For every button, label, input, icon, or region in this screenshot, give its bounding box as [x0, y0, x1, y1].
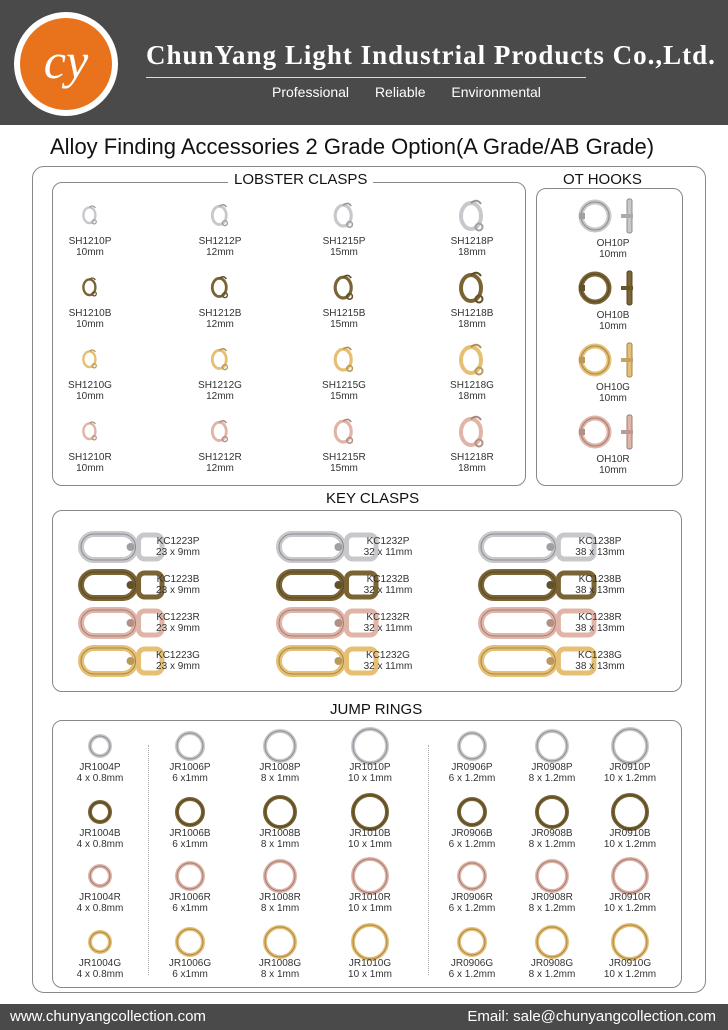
jump-ring-icon [452, 726, 492, 766]
jump-ring-icon [260, 922, 300, 962]
jump-ring-label [590, 892, 670, 914]
jump-ring-label [512, 762, 592, 784]
jump-ring-icon [170, 856, 210, 896]
product-code: JR1006G [168, 958, 212, 969]
product-code: JR1004B [79, 828, 121, 839]
jump-ring-icon [170, 726, 210, 766]
tagline-reliable: Reliable [374, 84, 426, 100]
jump-ring-label [60, 762, 140, 784]
product-size: 10 x 1.2mm [603, 903, 657, 914]
product-size: 32 x 11mm [363, 547, 413, 558]
product-code: SH1210G [68, 380, 112, 391]
page-footer [0, 1004, 728, 1030]
product-size: 32 x 11mm [363, 661, 413, 672]
product-size: 23 x 9mm [156, 661, 200, 672]
jump-ring-icon [532, 726, 572, 766]
jump-ring-label [590, 762, 670, 784]
lobster-clasp-icon [73, 338, 107, 376]
product-code: KC1238R [578, 612, 622, 623]
product-size: 10 x 1.2mm [603, 969, 657, 980]
product-size: 18mm [458, 391, 486, 402]
ot-hook-icon [565, 340, 655, 380]
product-code: JR1010B [349, 828, 391, 839]
product-size: 6 x1mm [172, 839, 208, 850]
lobster-clasp-label [304, 452, 384, 474]
product-size: 10mm [76, 319, 104, 330]
lobster-clasp-label [180, 380, 260, 402]
jump-ring-label [330, 958, 410, 980]
ot-hook-icon [565, 268, 655, 308]
jump-ring-icon [532, 922, 572, 962]
jump-ring-icon [610, 792, 650, 832]
lobster-clasp-icon [327, 266, 361, 304]
tagline [272, 84, 559, 100]
product-code: SH1212R [198, 452, 242, 463]
key-clasp-label [348, 536, 428, 558]
product-size: 10 x 1mm [348, 903, 392, 914]
lobster-clasp-icon [327, 338, 361, 376]
product-size: 10 x 1.2mm [603, 773, 657, 784]
lobster-clasp-label [180, 452, 260, 474]
jump-ring-label [512, 892, 592, 914]
product-code: JR1008G [258, 958, 302, 969]
product-size: 12mm [206, 319, 234, 330]
jump-ring-icon [452, 792, 492, 832]
ot-hook-label [573, 310, 653, 332]
key-clasp-label [560, 650, 640, 672]
lobster-clasp-label [50, 236, 130, 258]
jump-ring-label [60, 958, 140, 980]
lobster-clasp-icon [203, 266, 237, 304]
product-code: JR1004G [78, 958, 122, 969]
jump-ring-label [432, 892, 512, 914]
product-size: 4 x 0.8mm [76, 903, 124, 914]
tagline-environmental: Environmental [451, 84, 541, 100]
key-clasp-label [560, 536, 640, 558]
jump-ring-icon [260, 792, 300, 832]
jump-ring-label [512, 828, 592, 850]
product-size: 4 x 0.8mm [76, 969, 124, 980]
product-size: 10mm [76, 391, 104, 402]
jump-ring-label [330, 892, 410, 914]
product-code: OH10G [596, 382, 630, 393]
lobster-clasp-label [50, 308, 130, 330]
product-code: SH1218P [450, 236, 494, 247]
product-code: JR1004R [79, 892, 121, 903]
ot-hook-label [573, 382, 653, 404]
lobster-clasp-icon [73, 266, 107, 304]
product-size: 38 x 13mm [575, 623, 625, 634]
product-size: 8 x 1mm [260, 903, 300, 914]
product-code: JR0910P [609, 762, 651, 773]
product-code: JR1006R [169, 892, 211, 903]
lobster-clasp-label [432, 452, 512, 474]
product-code: OH10P [596, 238, 630, 249]
jump-ring-label [590, 958, 670, 980]
lobster-clasp-icon [73, 194, 107, 232]
lobster-clasp-label [50, 380, 130, 402]
jump-rings-divider-2 [428, 745, 429, 975]
logo-text: cy [43, 33, 89, 89]
product-code: KC1232P [366, 536, 410, 547]
product-code: JR0910G [608, 958, 652, 969]
product-code: KC1232G [366, 650, 410, 661]
key-clasp-label [138, 650, 218, 672]
ot-hooks-title: OT HOOKS [557, 171, 648, 188]
jump-ring-label [590, 828, 670, 850]
product-code: SH1218R [450, 452, 494, 463]
product-code: OH10B [596, 310, 630, 321]
jump-ring-label [432, 828, 512, 850]
lobster-clasp-icon [455, 410, 489, 448]
product-size: 8 x 1mm [260, 969, 300, 980]
jump-ring-label [240, 762, 320, 784]
jump-ring-icon [80, 726, 120, 766]
product-code: JR0908B [531, 828, 573, 839]
product-size: 6 x1mm [172, 969, 208, 980]
product-size: 12mm [206, 463, 234, 474]
jump-ring-label [150, 762, 230, 784]
product-size: 12mm [206, 391, 234, 402]
product-code: JR1008P [259, 762, 301, 773]
key-clasp-label [560, 612, 640, 634]
product-code: JR0908P [531, 762, 573, 773]
product-size: 4 x 0.8mm [76, 839, 124, 850]
key-clasp-label [138, 574, 218, 596]
company-logo [14, 12, 118, 116]
product-code: JR0910R [609, 892, 651, 903]
product-size: 23 x 9mm [156, 623, 200, 634]
page-header [0, 0, 728, 125]
product-size: 10mm [76, 247, 104, 258]
product-code: JR1008B [259, 828, 301, 839]
product-code: JR1008R [259, 892, 301, 903]
product-size: 10 x 1mm [348, 839, 392, 850]
product-size: 6 x 1.2mm [448, 903, 496, 914]
key-clasp-label [348, 612, 428, 634]
ot-hook-label [573, 454, 653, 476]
product-code: SH1215G [322, 380, 366, 391]
key-clasp-label [348, 574, 428, 596]
product-size: 6 x1mm [172, 773, 208, 784]
product-code: KC1232B [366, 574, 410, 585]
website-link[interactable]: www.chunyangcollection.com [10, 1008, 206, 1025]
product-code: JR0906G [450, 958, 494, 969]
product-code: JR0906P [451, 762, 493, 773]
product-code: JR0910B [609, 828, 651, 839]
product-code: JR0906R [451, 892, 493, 903]
jump-ring-icon [80, 856, 120, 896]
jump-ring-label [512, 958, 592, 980]
product-size: 12mm [206, 247, 234, 258]
product-size: 6 x 1.2mm [448, 839, 496, 850]
product-code: KC1223P [156, 536, 200, 547]
product-size: 23 x 9mm [156, 585, 200, 596]
product-size: 8 x 1.2mm [528, 773, 576, 784]
jump-ring-icon [350, 922, 390, 962]
product-code: KC1238B [578, 574, 622, 585]
jump-ring-label [330, 828, 410, 850]
product-code: SH1218B [450, 308, 494, 319]
lobster-clasp-icon [203, 338, 237, 376]
product-code: JR1006P [169, 762, 211, 773]
product-size: 10mm [599, 393, 627, 404]
lobster-clasp-icon [455, 194, 489, 232]
product-size: 8 x 1.2mm [528, 839, 576, 850]
lobster-clasp-label [432, 236, 512, 258]
product-code: KC1238G [578, 650, 622, 661]
product-code: JR1010G [348, 958, 392, 969]
product-size: 10mm [599, 249, 627, 260]
jump-ring-label [432, 762, 512, 784]
lobster-clasp-label [304, 380, 384, 402]
tagline-professional: Professional [272, 84, 350, 100]
lobster-clasp-icon [203, 410, 237, 448]
header-divider [146, 77, 586, 78]
product-size: 8 x 1mm [260, 839, 300, 850]
jump-ring-icon [452, 922, 492, 962]
lobster-clasp-label [432, 308, 512, 330]
product-code: KC1223G [156, 650, 200, 661]
jump-ring-icon [350, 792, 390, 832]
key-clasp-label [560, 574, 640, 596]
product-code: SH1210P [68, 236, 112, 247]
product-code: SH1215R [322, 452, 366, 463]
jump-ring-icon [532, 792, 572, 832]
product-code: SH1210R [68, 452, 112, 463]
lobster-clasp-icon [455, 266, 489, 304]
jump-ring-icon [170, 792, 210, 832]
product-code: JR0908G [530, 958, 574, 969]
product-size: 15mm [330, 463, 358, 474]
lobster-clasp-icon [455, 338, 489, 376]
product-size: 38 x 13mm [575, 547, 625, 558]
ot-hook-icon [565, 196, 655, 236]
lobster-clasp-label [180, 308, 260, 330]
product-code: OH10R [596, 454, 630, 465]
lobster-clasp-icon [203, 194, 237, 232]
product-code: JR1010R [349, 892, 391, 903]
product-code: KC1238P [578, 536, 622, 547]
lobster-clasp-label [432, 380, 512, 402]
product-size: 15mm [330, 247, 358, 258]
product-code: JR1010P [349, 762, 391, 773]
product-size: 8 x 1.2mm [528, 969, 576, 980]
lobster-clasps-title: LOBSTER CLASPS [228, 171, 373, 188]
product-code: SH1215B [322, 308, 366, 319]
product-size: 4 x 0.8mm [76, 773, 124, 784]
product-code: SH1218G [450, 380, 494, 391]
jump-ring-icon [452, 856, 492, 896]
jump-ring-icon [610, 726, 650, 766]
jump-ring-icon [350, 856, 390, 896]
product-size: 8 x 1mm [260, 773, 300, 784]
ot-hook-icon [565, 412, 655, 452]
product-size: 15mm [330, 391, 358, 402]
jump-ring-label [150, 892, 230, 914]
product-size: 10mm [599, 321, 627, 332]
product-size: 10mm [76, 463, 104, 474]
jump-ring-icon [610, 856, 650, 896]
key-clasps-title: KEY CLASPS [320, 490, 425, 507]
lobster-clasp-icon [327, 410, 361, 448]
jump-ring-icon [80, 922, 120, 962]
product-size: 6 x 1.2mm [448, 773, 496, 784]
product-code: SH1212G [198, 380, 242, 391]
product-size: 8 x 1.2mm [528, 903, 576, 914]
product-size: 6 x 1.2mm [448, 969, 496, 980]
jump-ring-label [60, 828, 140, 850]
product-size: 6 x1mm [172, 903, 208, 914]
product-size: 18mm [458, 319, 486, 330]
product-code: JR0908R [531, 892, 573, 903]
jump-ring-label [240, 828, 320, 850]
lobster-clasp-label [50, 452, 130, 474]
email-link[interactable]: Email: sale@chunyangcollection.com [467, 1008, 716, 1025]
key-clasp-label [138, 536, 218, 558]
product-code: SH1212P [198, 236, 242, 247]
key-clasp-label [348, 650, 428, 672]
jump-ring-icon [260, 856, 300, 896]
lobster-clasp-label [304, 308, 384, 330]
jump-ring-label [150, 828, 230, 850]
jump-ring-icon [80, 792, 120, 832]
lobster-clasp-label [304, 236, 384, 258]
jump-ring-label [60, 892, 140, 914]
product-code: KC1223B [156, 574, 200, 585]
product-size: 10mm [599, 465, 627, 476]
key-clasp-label [138, 612, 218, 634]
ot-hook-label [573, 238, 653, 260]
jump-ring-label [150, 958, 230, 980]
lobster-clasp-icon [327, 194, 361, 232]
jump-rings-divider-1 [148, 745, 149, 975]
product-size: 10 x 1mm [348, 969, 392, 980]
product-size: 38 x 13mm [575, 585, 625, 596]
product-code: SH1210B [68, 308, 112, 319]
jump-ring-icon [260, 726, 300, 766]
product-size: 38 x 13mm [575, 661, 625, 672]
company-name: ChunYang Light Industrial Products Co.,Ltd. [146, 40, 716, 70]
product-code: KC1232R [366, 612, 410, 623]
jump-ring-icon [170, 922, 210, 962]
product-code: KC1223R [156, 612, 200, 623]
product-code: SH1215P [322, 236, 366, 247]
page-title: Alloy Finding Accessories 2 Grade Option(A Grade/AB Grade) [50, 134, 655, 159]
jump-ring-icon [532, 856, 572, 896]
product-code: JR1004P [79, 762, 121, 773]
jump-ring-label [432, 958, 512, 980]
product-size: 15mm [330, 319, 358, 330]
product-code: JR1006B [169, 828, 211, 839]
product-size: 10 x 1mm [348, 773, 392, 784]
jump-ring-label [330, 762, 410, 784]
jump-ring-label [240, 958, 320, 980]
lobster-clasp-icon [73, 410, 107, 448]
product-size: 23 x 9mm [156, 547, 200, 558]
jump-ring-icon [350, 726, 390, 766]
jump-rings-title: JUMP RINGS [324, 701, 428, 718]
jump-ring-label [240, 892, 320, 914]
product-code: SH1212B [198, 308, 242, 319]
product-code: JR0906B [451, 828, 493, 839]
product-size: 32 x 11mm [363, 585, 413, 596]
jump-ring-icon [610, 922, 650, 962]
product-size: 10 x 1.2mm [603, 839, 657, 850]
lobster-clasp-label [180, 236, 260, 258]
product-size: 32 x 11mm [363, 623, 413, 634]
product-size: 18mm [458, 247, 486, 258]
product-size: 18mm [458, 463, 486, 474]
